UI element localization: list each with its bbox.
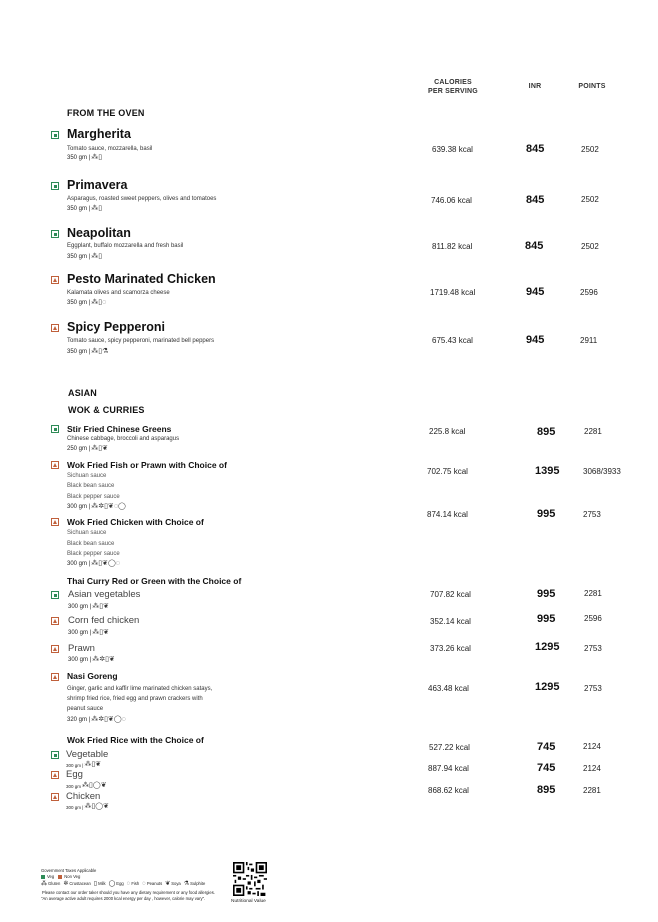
- item-points: 2596: [584, 614, 602, 623]
- thai-curry-title: Thai Curry Red or Green with the Choice of: [67, 576, 242, 586]
- weight-text: 300 gm |: [67, 561, 91, 567]
- section-title-oven: FROM THE OVEN: [67, 108, 145, 118]
- allergen-label: Fish: [131, 881, 140, 886]
- item-name: Wok Fried Chicken with Choice of: [67, 517, 204, 527]
- qr-code-icon: [233, 862, 267, 896]
- fish-icon: ◌: [126, 880, 131, 887]
- allergen-icons: ⁂▯❦: [91, 445, 108, 452]
- allergen-icons: ⁂✲▯❦◯◌: [91, 716, 126, 723]
- weight-text: 350 gm |: [67, 300, 91, 306]
- allergen-icons: ⁂▯: [91, 154, 103, 161]
- allergen-icons: ⁂▯◯❦: [84, 803, 109, 810]
- item-name: Margherita: [67, 127, 131, 141]
- weight-text: 300 gm |: [67, 504, 91, 510]
- veg-legend-label: Veg: [47, 874, 55, 879]
- item-weight: [67, 253, 102, 261]
- item-calories: 463.48 kcal: [428, 684, 469, 693]
- item-name: Wok Fried Fish or Prawn with Choice of: [67, 460, 227, 470]
- veg-icon: [51, 182, 59, 190]
- allergen-label: Milk: [98, 881, 106, 886]
- item-name: Egg: [66, 769, 83, 780]
- item-points: 2124: [583, 764, 601, 773]
- weight-text: 250 gm |: [67, 446, 91, 452]
- gluten-icon: ⁂: [41, 881, 47, 887]
- item-description-line: shrimp fried rice, fried egg and prawn crackers with: [67, 696, 203, 702]
- item-name: Stir Fried Chinese Greens: [67, 424, 172, 434]
- item-calories: 639.38 kcal: [432, 145, 473, 154]
- points-column-header: POINTS: [578, 83, 606, 90]
- item-weight: [67, 348, 108, 356]
- allergen-label: Sulphite: [190, 881, 206, 886]
- item-name: Vegetable: [66, 749, 109, 760]
- item-price: 845: [526, 194, 545, 206]
- calories-header-line2: PER SERVING: [428, 88, 478, 95]
- item-name: Neapolitan: [67, 226, 131, 240]
- allergen-icons: ⁂✲▯❦◌◯: [91, 503, 126, 510]
- allergen-label: Peanuts: [146, 881, 163, 886]
- allergen-label: Crustacean: [69, 881, 91, 886]
- item-calories: 1719.48 kcal: [430, 288, 476, 297]
- item-points: 2502: [581, 195, 599, 204]
- item-name: Spicy Pepperoni: [67, 320, 165, 334]
- veg-icon: [51, 425, 59, 433]
- allergen-icons: ⁂✲▯❦: [92, 656, 115, 663]
- item-points: 2502: [581, 242, 599, 251]
- item-points: 2281: [584, 589, 602, 598]
- item-points: 2753: [584, 644, 602, 653]
- item-price: 945: [526, 286, 545, 298]
- item-description-line: Ginger, garlic and kaffir lime marinated chicken satays,: [67, 686, 213, 692]
- item-weight: [67, 503, 126, 511]
- allergen-label: Soya: [171, 881, 181, 886]
- weight-text: 300 gm |: [66, 804, 84, 810]
- item-price: 995: [537, 508, 556, 520]
- section-title-wok-curries: WOK & CURRIES: [68, 405, 145, 415]
- sauce-option: Black pepper sauce: [67, 494, 120, 500]
- taxes-note: Government Taxes Applicable: [41, 868, 97, 873]
- item-calories: 746.06 kcal: [431, 196, 472, 205]
- weight-text: 300 gm |: [66, 762, 84, 768]
- non-veg-icon: [51, 276, 59, 284]
- allergen-label: Gluten: [48, 881, 61, 886]
- milk-icon: ▯: [93, 881, 98, 887]
- non-veg-legend-label: Non Veg: [64, 874, 81, 879]
- non-veg-icon: [51, 645, 59, 653]
- weight-text: 300 gm: [66, 783, 82, 789]
- item-description: Chinese cabbage, broccoli and asparagus: [67, 436, 180, 442]
- item-name: Corn fed chicken: [68, 615, 140, 626]
- item-calories: 675.43 kcal: [432, 336, 473, 345]
- item-price: 1295: [535, 641, 560, 653]
- item-price: 1295: [535, 681, 560, 693]
- section-title-asian: ASIAN: [68, 388, 98, 398]
- allergen-icons: ⁂▯: [91, 205, 103, 212]
- item-description: Eggplant, buffalo mozzarella and fresh basil: [67, 243, 184, 249]
- weight-text: 300 gm |: [68, 657, 92, 663]
- veg-icon: [51, 131, 59, 139]
- non-veg-icon: [51, 461, 59, 469]
- item-price: 995: [537, 613, 556, 625]
- item-points: 2124: [583, 742, 601, 751]
- item-weight: [67, 445, 108, 453]
- sulphite-icon: ⚗: [183, 881, 190, 887]
- item-calories: 887.94 kcal: [428, 764, 469, 773]
- calories-header-line1: CALORIES: [434, 79, 472, 86]
- item-weight: [67, 154, 102, 162]
- non-veg-legend-icon: [58, 875, 62, 879]
- item-name: Chicken: [66, 791, 101, 802]
- non-veg-icon: [51, 673, 59, 681]
- veg-icon: [51, 230, 59, 238]
- item-calories: 874.14 kcal: [427, 510, 468, 519]
- weight-text: 350 gm |: [67, 254, 91, 260]
- item-weight: [67, 560, 120, 568]
- item-points: 2281: [583, 786, 601, 795]
- item-name: Pesto Marinated Chicken: [67, 272, 216, 286]
- item-price: 845: [525, 240, 544, 252]
- weight-text: 350 gm |: [67, 349, 91, 355]
- weight-text: 300 gm |: [68, 630, 92, 636]
- item-name: Primavera: [67, 178, 128, 192]
- item-calories: 527.22 kcal: [429, 743, 470, 752]
- allergen-icons: ⁂▯❦: [84, 761, 102, 768]
- non-veg-icon: [51, 324, 59, 332]
- sauce-option: Black pepper sauce: [67, 551, 120, 557]
- non-veg-icon: [51, 617, 59, 625]
- item-weight: [67, 205, 102, 213]
- item-price: 945: [526, 334, 545, 346]
- item-calories: 707.82 kcal: [430, 590, 471, 599]
- peanuts-icon: ◌: [142, 880, 146, 887]
- egg-icon: ◯: [108, 881, 116, 887]
- item-price: 845: [526, 143, 545, 155]
- item-points: 2911: [580, 336, 598, 345]
- diet-legend: [41, 874, 80, 879]
- allergen-icons: ⁂▯❦: [92, 629, 109, 636]
- item-weight: [68, 656, 115, 664]
- item-description: Tomato sauce, mozzarella, basil: [67, 146, 153, 152]
- allergen-icons: ⁂▯: [91, 253, 103, 260]
- item-points: 2281: [584, 427, 602, 436]
- allergy-contact-note: Please contact our order taker should you have any dietary requirement or any food allergies.: [42, 890, 215, 895]
- item-description-line: peanut sauce: [67, 706, 104, 712]
- weight-text: 300 gm |: [68, 604, 92, 610]
- veg-icon: [51, 751, 59, 759]
- item-description: Asparagus, roasted sweet peppers, olives and tomatoes: [67, 196, 217, 202]
- item-price: 1395: [535, 465, 560, 477]
- calories-column-header: [418, 78, 488, 96]
- item-points: 2753: [583, 510, 601, 519]
- item-points: 2596: [580, 288, 598, 297]
- fried-rice-title: Wok Fried Rice with the Choice of: [67, 735, 204, 745]
- allergen-legend: [41, 880, 205, 887]
- item-price: 895: [537, 426, 556, 438]
- weight-text: 350 gm |: [67, 206, 91, 212]
- nutrition-qr-code[interactable]: [233, 862, 267, 896]
- energy-note: "An average active adult requires 2000 kcal energy per day , however, calorie may vary".: [41, 896, 206, 901]
- sauce-option: Black bean sauce: [67, 483, 115, 489]
- item-weight: [67, 716, 126, 724]
- allergen-icons: ⁂▯❦: [92, 603, 109, 610]
- allergen-icons: ⁂▯◌: [91, 299, 107, 306]
- item-calories: 702.75 kcal: [427, 467, 468, 476]
- item-weight: [66, 803, 109, 811]
- non-veg-icon: [51, 771, 59, 779]
- item-weight: [68, 603, 109, 611]
- veg-icon: [51, 591, 59, 599]
- item-calories: 225.8 kcal: [429, 427, 466, 436]
- non-veg-icon: [51, 793, 59, 801]
- item-calories: 352.14 kcal: [430, 617, 471, 626]
- item-name: Asian vegetables: [68, 589, 141, 600]
- item-weight: [66, 761, 101, 769]
- item-price: 995: [537, 588, 556, 600]
- item-points: 3068/3933: [583, 467, 621, 476]
- item-name: Nasi Goreng: [67, 671, 118, 681]
- item-price: 745: [537, 741, 556, 753]
- item-description: Kalamata olives and scamorza cheese: [67, 290, 170, 296]
- allergen-icons: ⁂▯⚗: [91, 348, 109, 355]
- qr-caption: Nutritional Value: [231, 899, 266, 904]
- item-calories: 868.62 kcal: [428, 786, 469, 795]
- sauce-option: Sichuan sauce: [67, 530, 107, 536]
- item-description: Tomato sauce, spicy pepperoni, marinated bell peppers: [67, 338, 215, 344]
- inr-column-header: INR: [528, 83, 542, 90]
- item-name: Prawn: [68, 643, 95, 654]
- item-points: 2502: [581, 145, 599, 154]
- item-points: 2753: [584, 684, 602, 693]
- item-weight: [68, 629, 109, 637]
- item-calories: 811.82 kcal: [432, 242, 473, 251]
- sauce-option: Black bean sauce: [67, 541, 115, 547]
- allergen-icons: ⁂▯◯❦: [82, 782, 107, 789]
- non-veg-icon: [51, 518, 59, 526]
- weight-text: 350 gm |: [67, 155, 91, 161]
- item-price: 895: [537, 784, 556, 796]
- sauce-option: Sichuan sauce: [67, 473, 107, 479]
- item-calories: 373.26 kcal: [430, 644, 471, 653]
- soya-icon: ❦: [165, 881, 171, 887]
- item-weight: [67, 299, 106, 307]
- allergen-label: Egg: [116, 881, 124, 886]
- weight-text: 320 gm |: [67, 717, 91, 723]
- item-weight: [66, 782, 107, 790]
- item-price: 745: [537, 762, 556, 774]
- allergen-icons: ⁂▯❦◯◌: [91, 560, 120, 567]
- crustacean-icon: ✲: [63, 881, 69, 887]
- veg-legend-icon: [41, 875, 45, 879]
